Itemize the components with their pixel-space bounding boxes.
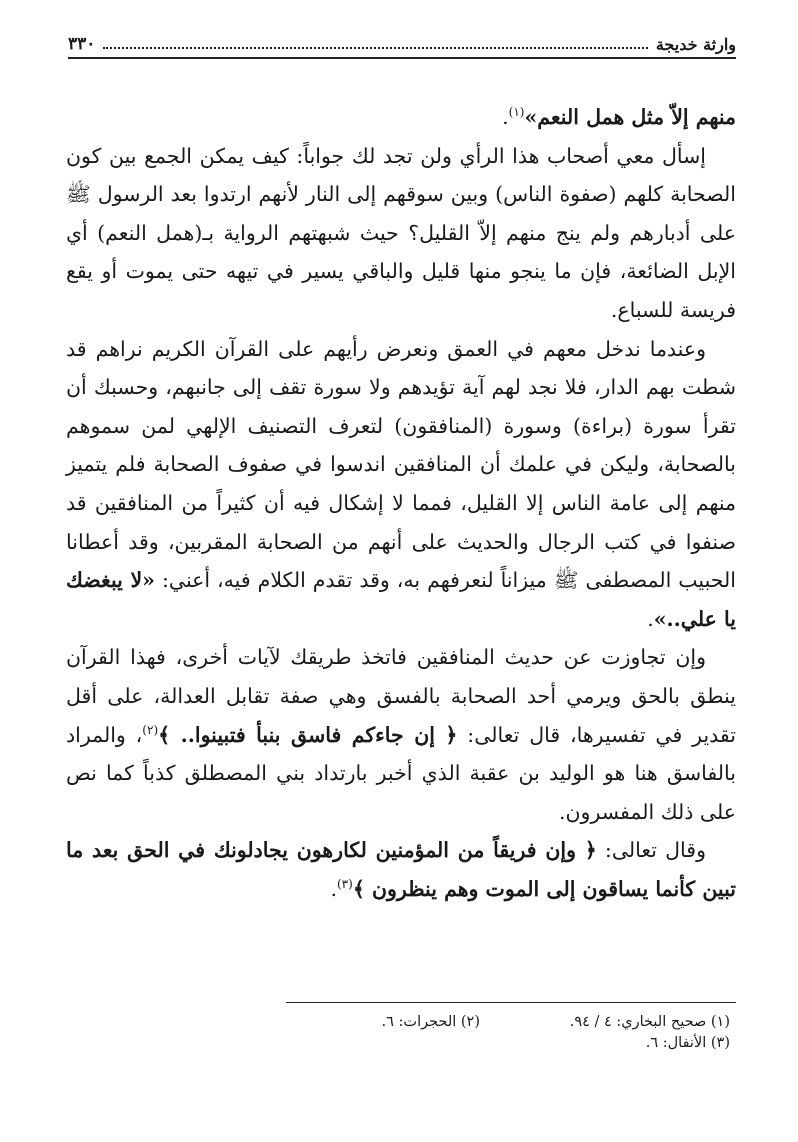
footnote-ref-2: (٢): [142, 722, 159, 737]
text-segment: إسأل معي أصحاب هذا الرأي ولن تجد لك جواباً: كيف يمكن الجمع بين كون الصحابة كلهم (صفوة الناس) وبين سوقهم إلى النار لأنهم ارتدوا بعد الرسول ﷺ على أدبارهم ولم ينج منهم إلاّ القليل؟ حيث شبهتهم الرواية بـ(همل النعم) أي الإبل الضائعة، فإن ما ينجو منها قليل والباقي يسير في تيهه حتى يموت أو يقع فريسة للسباع.: [66, 143, 736, 322]
text-segment: وعندما ندخل معهم في العمق ونعرض رأيهم على القرآن الكريم نراهم قد شطت بهم الدار، فلا نجد لهم آية تؤيدهم ولا سورة تقف إلى جانبهم، وحسبك أن تقرأ سورة (براءة) وسورة (المنافقون) لتعرف التصنيف الإلهي لمن سموهم بالصحابة، وليكن في علمك أن المنافقين اندسوا في صفوف الصحابة فلم يتميز منهم إلى عامة الناس إلا القليل، فمما لا إشكال فيه أن كثيراً من المنافقين قد صنفوا في كتب الرجال والحديث على أنهم من الصحابة المقربين، وقد أعطانا الحبيب المصطفى ﷺ ميزاناً لنعرفهم به، وقد تقدم الكلام فيه، أعني:: [66, 336, 736, 593]
running-header: [68, 30, 736, 54]
text-segment: ، والمراد بالفاسق هنا هو الوليد بن عقبة الذي أخبر بارتداد بني المصطلق كذباً كما نص على ذلك المفسرون.: [66, 722, 736, 824]
header-dot-leader: [103, 47, 647, 49]
paragraph-1: [66, 98, 736, 137]
text-segment: وإن تجاوزت عن حديث المنافقين فاتخذ طريقك لآيات أخرى، فهذا القرآن ينطق بالحق ويرمي أحد الصحابة بالفسق وهي صفة تقابل العدالة، على أقل تقدير في تفسيرها، قال تعالى:: [66, 645, 736, 747]
footnote-2: (٢) الحجرات: ٦.: [381, 1014, 480, 1030]
quran-verse: ﴿ وإن فريقاً من المؤمنين لكارهون يجادلونك في الحق بعد ما تبين كأنما يساقون إلى الموت وهم ينظرون ﴾: [66, 838, 736, 901]
text-segment: .: [330, 876, 337, 901]
page-number: ٣٣٠: [68, 34, 96, 54]
body-text: [66, 98, 736, 908]
footnote-row: [66, 1033, 730, 1054]
text-segment: .: [502, 105, 509, 129]
footnote-3: (٣) الأنفال: ٦.: [645, 1035, 730, 1051]
footnote-row: [66, 1012, 730, 1033]
footnote-rule: [286, 1002, 736, 1003]
paragraph-5: [66, 831, 736, 908]
hadith-quote: منهم إلاّ مثل همل النعم»: [524, 105, 736, 129]
paragraph-3: [66, 330, 736, 639]
footnote-ref-3: (٣): [336, 877, 353, 892]
paragraph-2: [66, 137, 736, 330]
text-segment: .: [647, 606, 654, 631]
book-title: وارثة خديجة: [655, 35, 736, 54]
header-rule: [68, 57, 736, 59]
footnote-1: (١) صحيح البخاري: ٤ / ٩٤.: [569, 1014, 730, 1030]
paragraph-4: [66, 638, 736, 831]
quran-verse: ﴿ إن جاءكم فاسق بنبأ فتبينوا.. ﴾: [158, 722, 458, 747]
footnotes: [66, 1012, 730, 1054]
footnote-ref-1: (١): [508, 105, 525, 120]
hadith-quote: «لا يبغضك يا علي..»: [66, 568, 736, 631]
text-segment: وقال تعالى:: [596, 838, 706, 863]
